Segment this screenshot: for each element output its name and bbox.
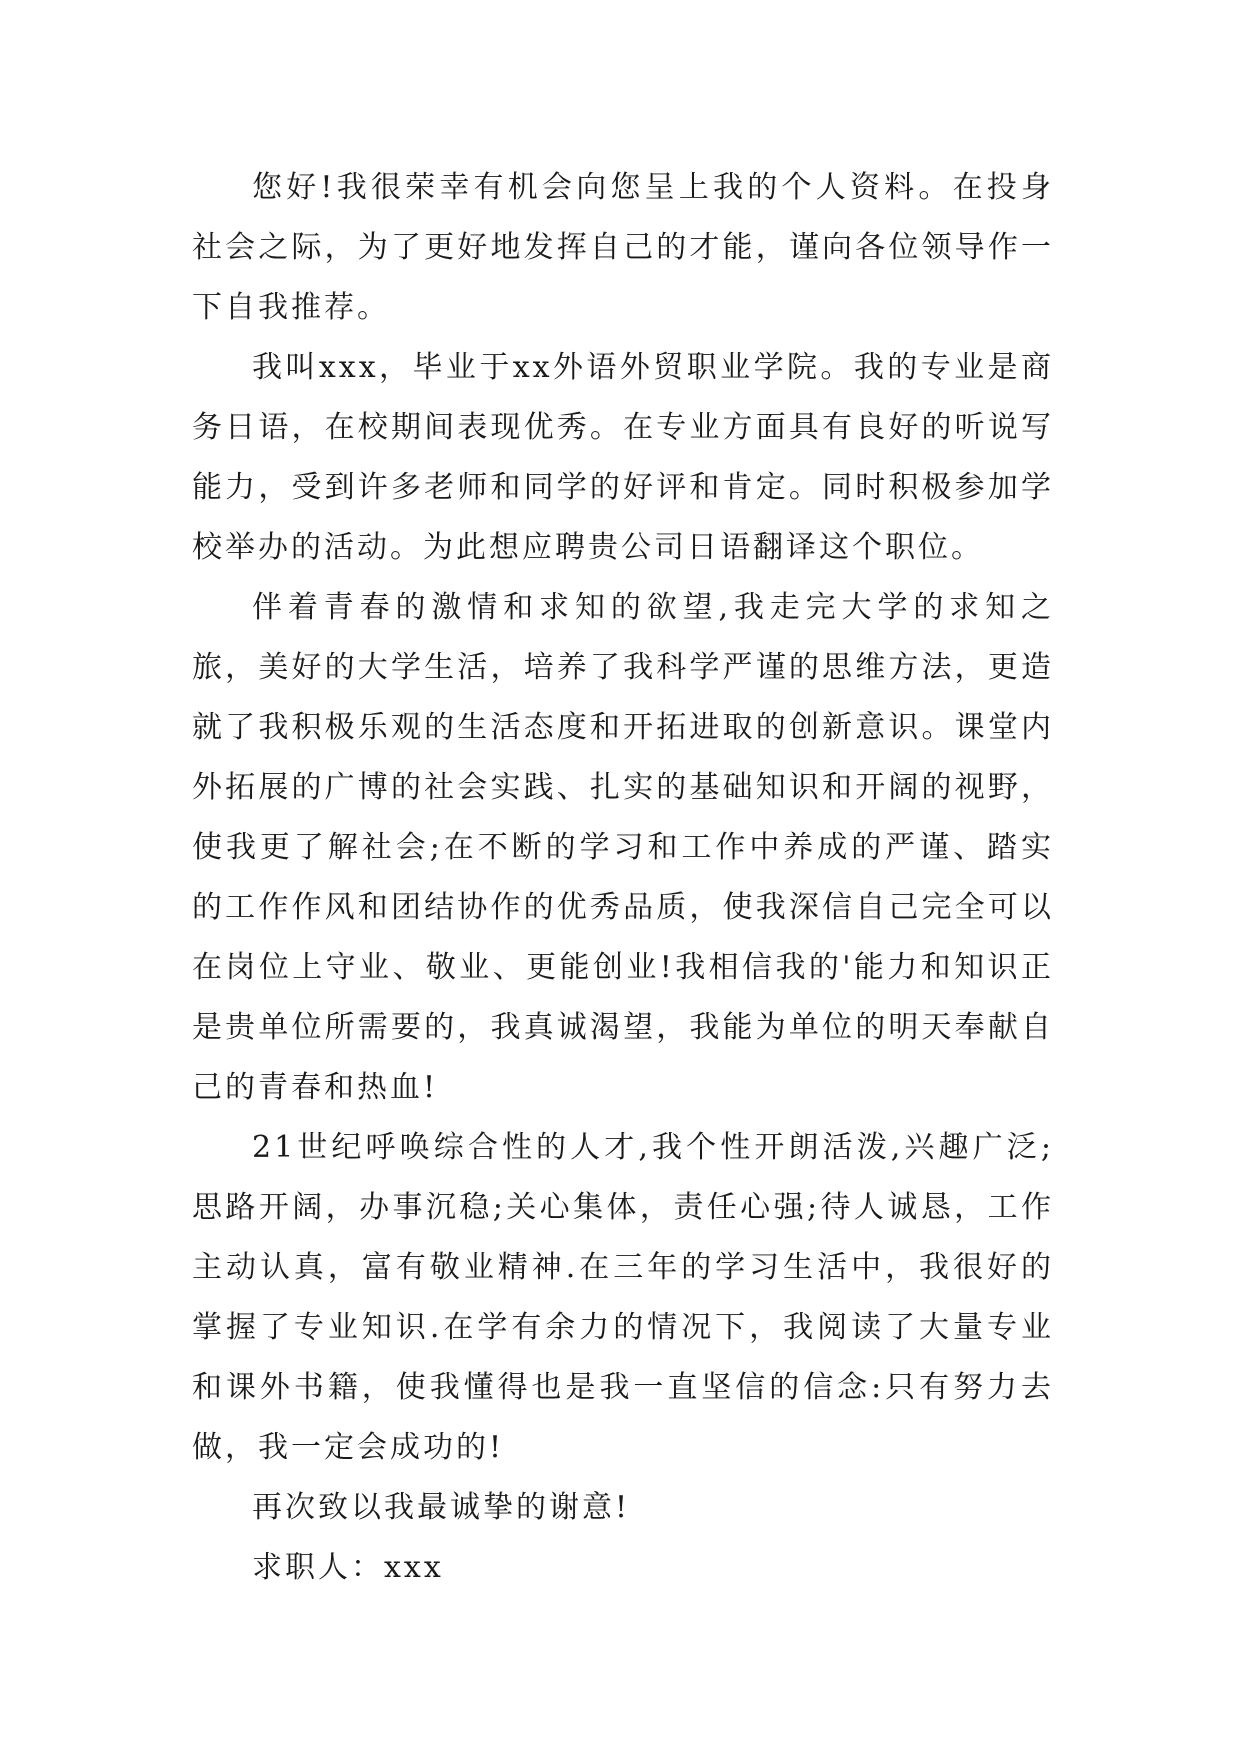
paragraph-introduction: 我叫xxx，毕业于xx外语外贸职业学院。我的专业是商务日语，在校期间表现优秀。在专业方面具有良好的听说写能力，受到许多老师和同学的好评和肯定。同时积极参加学校举办的活动。为此想应聘贵公司日语翻译这个职位。 <box>192 350 1054 565</box>
paragraph-thanks: 再次致以我最诚挚的谢意! <box>252 1490 631 1525</box>
paragraph-personality: 21世纪呼唤综合性的人才,我个性开朗活泼,兴趣广泛;思路开阔，办事沉稳;关心集体，责任心强;待人诚恳，工作主动认真，富有敬业精神.在三年的学习生活中，我很好的掌握了专业知识.在学有余力的情况下，我阅读了大量专业和课外书籍，使我懂得也是我一直坚信的信念:只有努力去做，我一定会成功的! <box>192 1130 1054 1465</box>
paragraph-greeting: 您好!我很荣幸有机会向您呈上我的个人资料。在投身社会之际，为了更好地发挥自己的才能，谨向各位领导作一下自我推荐。 <box>192 170 1054 325</box>
paragraph-university-life: 伴着青春的激情和求知的欲望,我走完大学的求知之旅，美好的大学生活，培养了我科学严谨的思维方法，更造就了我积极乐观的生活态度和开拓进取的创新意识。课堂内外拓展的广博的社会实践、扎实的基础知识和开阔的视野，使我更了解社会;在不断的学习和工作中养成的严谨、踏实的工作作风和团结协作的优秀品质，使我深信自己完全可以在岗位上守业、敬业、更能创业!我相信我的'能力和知识正是贵单位所需要的，我真诚渴望，我能为单位的明天奉献自己的青春和热血! <box>192 590 1054 1105</box>
letter-body <box>192 158 1054 1598</box>
paragraph-signature: 求职人：xxx <box>252 1550 444 1585</box>
